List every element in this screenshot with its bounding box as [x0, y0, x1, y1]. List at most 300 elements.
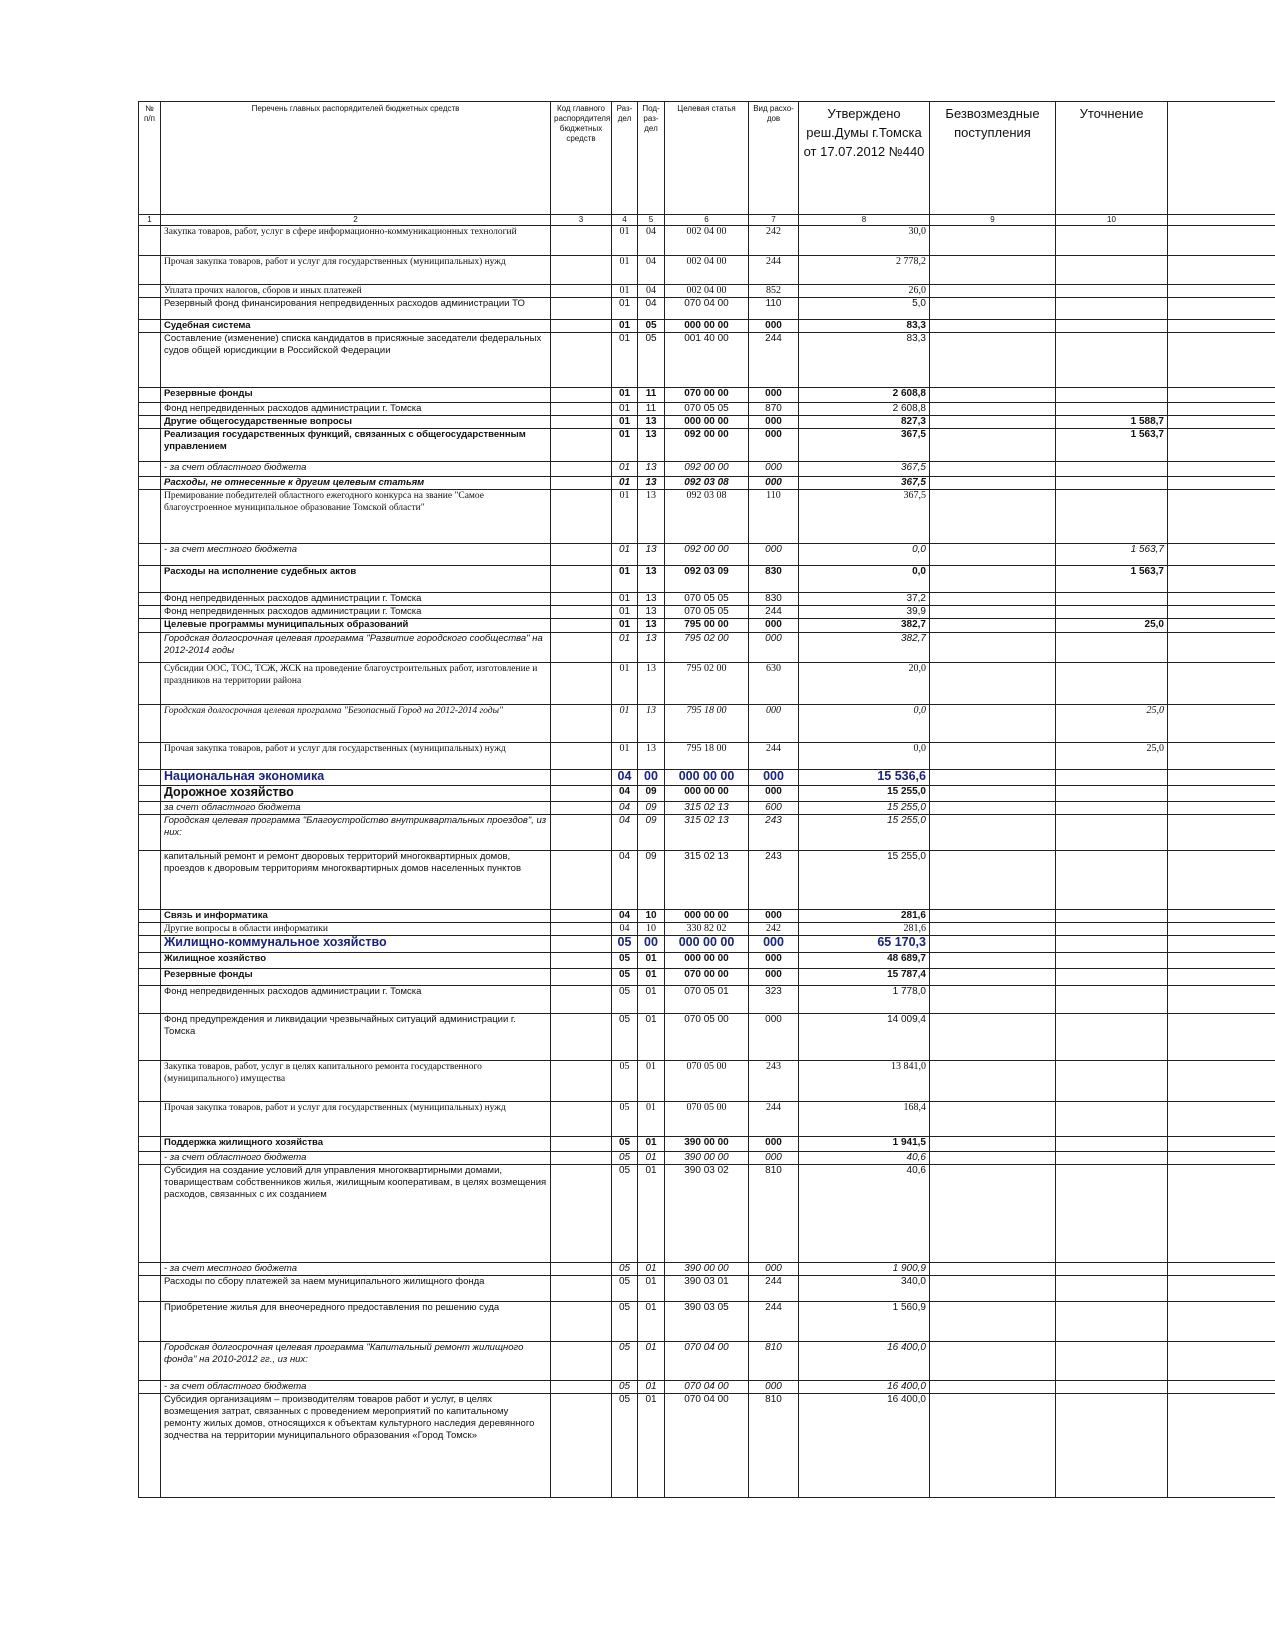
cell-gratuitous [930, 705, 1056, 743]
cell-kod [551, 923, 612, 936]
cell-target-article: 000 00 00 [665, 416, 749, 429]
cell-name: Жилищно-коммунальное хозяйство [161, 936, 551, 953]
cell-gratuitous [930, 1102, 1056, 1137]
cell-kod [551, 606, 612, 619]
cell-refinement [1056, 851, 1168, 910]
cell-name: Фонд предупреждения и ликвидации чрезвычайных ситуаций администрации г. Томска [161, 1014, 551, 1061]
cell-podrazdel: 04 [638, 298, 665, 320]
cell-target-article: 070 05 00 [665, 1014, 749, 1061]
cell-name: - за счет областного бюджета [161, 1152, 551, 1165]
table-row [139, 388, 1275, 403]
cell-gratuitous [930, 1394, 1056, 1498]
table-row [139, 953, 1275, 969]
cell-num [139, 1342, 161, 1381]
cell-approved: 340,0 [799, 1276, 930, 1302]
cell-num [139, 298, 161, 320]
cell-podrazdel: 01 [638, 1014, 665, 1061]
cell-num [139, 802, 161, 815]
cell-target-article: 000 00 00 [665, 910, 749, 923]
cell-refinement [1056, 786, 1168, 802]
cell-expense-type: 000 [749, 1137, 799, 1152]
cell-expense-type: 000 [749, 633, 799, 663]
cell-approved: 40,6 [799, 1165, 930, 1263]
cell-kod [551, 490, 612, 544]
cell-expense-type: 244 [749, 1102, 799, 1137]
cell-name: Национальная экономика [161, 770, 551, 786]
cell-extra [1168, 256, 1275, 285]
cell-refinement [1056, 1381, 1168, 1394]
cell-razdel: 04 [612, 770, 638, 786]
cell-podrazdel: 01 [638, 1302, 665, 1342]
cell-approved: 16 400,0 [799, 1342, 930, 1381]
cell-approved: 0,0 [799, 566, 930, 593]
table-row [139, 1302, 1275, 1342]
cell-approved: 1 560,9 [799, 1302, 930, 1342]
table-row [139, 1394, 1275, 1498]
cell-gratuitous [930, 1381, 1056, 1394]
cell-extra [1168, 1342, 1275, 1381]
cell-refinement: 1 588,7 [1056, 416, 1168, 429]
cell-expense-type: 000 [749, 1381, 799, 1394]
cell-approved: 367,5 [799, 477, 930, 490]
cell-refinement [1056, 226, 1168, 256]
cell-extra [1168, 1102, 1275, 1137]
cell-extra [1168, 1014, 1275, 1061]
cell-razdel: 01 [612, 663, 638, 705]
table-row [139, 1165, 1275, 1263]
cell-name: Резервный фонд финансирования непредвиденных расходов администрации ТО [161, 298, 551, 320]
cell-kod [551, 633, 612, 663]
table-row [139, 1061, 1275, 1102]
cell-razdel: 05 [612, 986, 638, 1014]
cell-extra [1168, 923, 1275, 936]
cell-refinement [1056, 256, 1168, 285]
cell-num [139, 815, 161, 851]
cell-kod [551, 1152, 612, 1165]
cell-gratuitous [930, 477, 1056, 490]
cell-name: Прочая закупка товаров, работ и услуг для государственных (муниципальных) нужд [161, 256, 551, 285]
cell-gratuitous [930, 429, 1056, 462]
cell-num [139, 1263, 161, 1276]
cell-expense-type: 810 [749, 1394, 799, 1498]
cell-expense-type: 244 [749, 606, 799, 619]
cell-name: Фонд непредвиденных расходов администрации г. Томска [161, 986, 551, 1014]
cell-approved: 2 608,8 [799, 403, 930, 416]
cell-num [139, 1276, 161, 1302]
cell-podrazdel: 13 [638, 477, 665, 490]
cell-podrazdel: 13 [638, 544, 665, 566]
cell-target-article: 795 00 00 [665, 619, 749, 633]
table-row [139, 566, 1275, 593]
cell-target-article: 070 05 05 [665, 593, 749, 606]
col-podrazdel-header: Под-раз-дел [638, 102, 665, 215]
cell-extra [1168, 1061, 1275, 1102]
column-number [1168, 215, 1275, 226]
cell-extra [1168, 1263, 1275, 1276]
cell-razdel: 05 [612, 1276, 638, 1302]
cell-podrazdel: 13 [638, 743, 665, 770]
cell-kod [551, 403, 612, 416]
cell-approved: 13 841,0 [799, 1061, 930, 1102]
cell-name: Городская долгосрочная целевая программа "Капитальный ремонт жилищного фонда" на 2010-2012 гг., из них: [161, 1342, 551, 1381]
cell-refinement [1056, 593, 1168, 606]
cell-target-article: 002 04 00 [665, 256, 749, 285]
table-row [139, 298, 1275, 320]
table-row [139, 1137, 1275, 1152]
table-row [139, 910, 1275, 923]
cell-extra [1168, 462, 1275, 477]
cell-expense-type: 000 [749, 770, 799, 786]
cell-name: Городская целевая программа "Благоустройство внутриквартальных проездов", из них: [161, 815, 551, 851]
cell-target-article: 070 04 00 [665, 1381, 749, 1394]
cell-expense-type: 870 [749, 403, 799, 416]
cell-razdel: 01 [612, 256, 638, 285]
cell-target-article: 000 00 00 [665, 953, 749, 969]
cell-gratuitous [930, 1342, 1056, 1381]
cell-kod [551, 1165, 612, 1263]
cell-refinement: 1 563,7 [1056, 429, 1168, 462]
cell-podrazdel: 01 [638, 1394, 665, 1498]
cell-razdel: 05 [612, 1263, 638, 1276]
cell-refinement [1056, 923, 1168, 936]
cell-podrazdel: 13 [638, 619, 665, 633]
cell-expense-type: 242 [749, 226, 799, 256]
cell-refinement [1056, 388, 1168, 403]
column-number: 1 [139, 215, 161, 226]
column-number: 8 [799, 215, 930, 226]
cell-target-article: 330 82 02 [665, 923, 749, 936]
cell-gratuitous [930, 851, 1056, 910]
cell-refinement [1056, 1014, 1168, 1061]
cell-target-article: 390 00 00 [665, 1152, 749, 1165]
cell-name: Судебная система [161, 320, 551, 333]
cell-name: - за счет местного бюджета [161, 544, 551, 566]
cell-num [139, 1061, 161, 1102]
cell-target-article: 070 04 00 [665, 1342, 749, 1381]
cell-extra [1168, 743, 1275, 770]
cell-kod [551, 1342, 612, 1381]
cell-approved: 15 255,0 [799, 802, 930, 815]
cell-razdel: 01 [612, 619, 638, 633]
cell-kod [551, 1061, 612, 1102]
cell-refinement [1056, 910, 1168, 923]
cell-extra [1168, 815, 1275, 851]
cell-name: Резервные фонды [161, 388, 551, 403]
cell-gratuitous [930, 298, 1056, 320]
cell-kod [551, 388, 612, 403]
cell-name: - за счет областного бюджета [161, 462, 551, 477]
cell-podrazdel: 13 [638, 462, 665, 477]
cell-kod [551, 910, 612, 923]
cell-target-article: 070 00 00 [665, 969, 749, 986]
cell-refinement [1056, 490, 1168, 544]
table-row [139, 619, 1275, 633]
cell-extra [1168, 1137, 1275, 1152]
cell-razdel: 05 [612, 1394, 638, 1498]
cell-num [139, 1102, 161, 1137]
cell-razdel: 01 [612, 388, 638, 403]
cell-target-article: 070 04 00 [665, 1394, 749, 1498]
cell-name: - за счет областного бюджета [161, 1381, 551, 1394]
cell-name: за счет областного бюджета [161, 802, 551, 815]
cell-podrazdel: 00 [638, 770, 665, 786]
cell-podrazdel: 01 [638, 969, 665, 986]
cell-refinement [1056, 953, 1168, 969]
cell-target-article: 795 02 00 [665, 633, 749, 663]
cell-refinement [1056, 1152, 1168, 1165]
cell-refinement: 25,0 [1056, 619, 1168, 633]
cell-podrazdel: 04 [638, 285, 665, 298]
cell-expense-type: 000 [749, 969, 799, 986]
cell-razdel: 01 [612, 462, 638, 477]
cell-kod [551, 593, 612, 606]
cell-target-article: 070 05 00 [665, 1061, 749, 1102]
cell-gratuitous [930, 285, 1056, 298]
cell-num [139, 1152, 161, 1165]
col-name-header: Перечень главных распорядителей бюджетных средств [161, 102, 551, 215]
cell-name: Субсидии ООС, ТОС, ТСЖ, ЖСК на проведение благоустроительных работ, изготовление и праздников на территории района [161, 663, 551, 705]
cell-expense-type: 000 [749, 462, 799, 477]
table-row [139, 936, 1275, 953]
cell-name: Другие вопросы в области информатики [161, 923, 551, 936]
cell-podrazdel: 11 [638, 388, 665, 403]
cell-gratuitous [930, 388, 1056, 403]
budget-table [138, 101, 1275, 1498]
cell-kod [551, 851, 612, 910]
table-row [139, 986, 1275, 1014]
cell-kod [551, 1302, 612, 1342]
cell-target-article: 795 18 00 [665, 743, 749, 770]
cell-name: Резервные фонды [161, 969, 551, 986]
cell-podrazdel: 01 [638, 1276, 665, 1302]
cell-kod [551, 619, 612, 633]
cell-gratuitous [930, 333, 1056, 388]
cell-extra [1168, 285, 1275, 298]
table-row [139, 593, 1275, 606]
cell-kod [551, 298, 612, 320]
cell-gratuitous [930, 786, 1056, 802]
cell-gratuitous [930, 544, 1056, 566]
cell-expense-type: 000 [749, 786, 799, 802]
cell-extra [1168, 403, 1275, 416]
cell-name: Фонд непредвиденных расходов администрации г. Томска [161, 606, 551, 619]
cell-approved: 26,0 [799, 285, 930, 298]
cell-target-article: 000 00 00 [665, 936, 749, 953]
cell-approved: 2 608,8 [799, 388, 930, 403]
cell-approved: 0,0 [799, 544, 930, 566]
cell-kod [551, 786, 612, 802]
cell-expense-type: 000 [749, 1263, 799, 1276]
cell-razdel: 01 [612, 477, 638, 490]
cell-num [139, 416, 161, 429]
cell-extra [1168, 1165, 1275, 1263]
cell-target-article: 390 00 00 [665, 1263, 749, 1276]
cell-name: Расходы, не отнесенные к другим целевым статьям [161, 477, 551, 490]
cell-razdel: 04 [612, 786, 638, 802]
cell-podrazdel: 10 [638, 910, 665, 923]
cell-approved: 0,0 [799, 743, 930, 770]
table-row [139, 802, 1275, 815]
cell-extra [1168, 593, 1275, 606]
cell-num [139, 936, 161, 953]
cell-kod [551, 566, 612, 593]
cell-razdel: 04 [612, 802, 638, 815]
table-row [139, 544, 1275, 566]
cell-razdel: 01 [612, 593, 638, 606]
cell-expense-type: 000 [749, 477, 799, 490]
cell-approved: 15 787,4 [799, 969, 930, 986]
cell-expense-type: 000 [749, 1152, 799, 1165]
cell-refinement: 1 563,7 [1056, 544, 1168, 566]
cell-approved: 1 941,5 [799, 1137, 930, 1152]
cell-extra [1168, 1381, 1275, 1394]
col-num-header: № п/п [139, 102, 161, 215]
cell-extra [1168, 705, 1275, 743]
cell-kod [551, 802, 612, 815]
cell-name: Премирование победителей областного ежегодного конкурса на звание "Самое благоустроенное муниципальное образование Томской области" [161, 490, 551, 544]
cell-approved: 14 009,4 [799, 1014, 930, 1061]
cell-gratuitous [930, 1276, 1056, 1302]
cell-expense-type: 810 [749, 1342, 799, 1381]
cell-name: Субсидия организациям – производителям товаров работ и услуг, в целях возмещения затрат, связанных с проведением мероприятий по капитальному ремонту жилых домов, относящихся к объектам культурного наследия деревянного зодчества на территории муниципального образования «Город Томск» [161, 1394, 551, 1498]
table-row [139, 705, 1275, 743]
cell-gratuitous [930, 986, 1056, 1014]
cell-razdel: 01 [612, 633, 638, 663]
table-row [139, 815, 1275, 851]
cell-extra [1168, 936, 1275, 953]
cell-num [139, 743, 161, 770]
table-row [139, 256, 1275, 285]
cell-extra [1168, 477, 1275, 490]
cell-razdel: 05 [612, 1342, 638, 1381]
cell-razdel: 01 [612, 333, 638, 388]
cell-refinement [1056, 802, 1168, 815]
cell-kod [551, 256, 612, 285]
cell-name: Приобретение жилья для внеочередного предоставления по решению суда [161, 1302, 551, 1342]
cell-target-article: 390 03 02 [665, 1165, 749, 1263]
cell-podrazdel: 13 [638, 705, 665, 743]
cell-kod [551, 416, 612, 429]
table-row [139, 770, 1275, 786]
cell-expense-type: 244 [749, 1276, 799, 1302]
cell-target-article: 092 03 08 [665, 490, 749, 544]
cell-podrazdel: 01 [638, 1152, 665, 1165]
cell-approved: 281,6 [799, 923, 930, 936]
cell-name: Целевые программы муниципальных образований [161, 619, 551, 633]
table-row [139, 786, 1275, 802]
cell-target-article: 092 00 00 [665, 462, 749, 477]
cell-refinement [1056, 663, 1168, 705]
cell-refinement [1056, 403, 1168, 416]
cell-target-article: 070 05 00 [665, 1102, 749, 1137]
cell-expense-type: 000 [749, 936, 799, 953]
column-number-row [139, 215, 1275, 226]
cell-expense-type: 243 [749, 815, 799, 851]
cell-kod [551, 1394, 612, 1498]
cell-kod [551, 969, 612, 986]
table-row [139, 606, 1275, 619]
cell-name: Расходы по сбору платежей за наем муниципального жилищного фонда [161, 1276, 551, 1302]
cell-razdel: 04 [612, 851, 638, 910]
cell-razdel: 05 [612, 1061, 638, 1102]
table-row [139, 429, 1275, 462]
cell-approved: 367,5 [799, 462, 930, 477]
table-row [139, 633, 1275, 663]
column-number: 5 [638, 215, 665, 226]
cell-expense-type: 242 [749, 923, 799, 936]
cell-podrazdel: 01 [638, 1263, 665, 1276]
cell-refinement [1056, 333, 1168, 388]
cell-num [139, 910, 161, 923]
cell-razdel: 05 [612, 1152, 638, 1165]
cell-razdel: 01 [612, 743, 638, 770]
cell-expense-type: 830 [749, 593, 799, 606]
cell-gratuitous [930, 633, 1056, 663]
cell-gratuitous [930, 462, 1056, 477]
col-utoch-header: Уточнение [1056, 102, 1168, 215]
cell-refinement [1056, 285, 1168, 298]
cell-refinement: 25,0 [1056, 705, 1168, 743]
cell-name: Расходы на исполнение судебных актов [161, 566, 551, 593]
col-bez-header: Безвозмездные поступления [930, 102, 1056, 215]
cell-gratuitous [930, 403, 1056, 416]
cell-num [139, 1165, 161, 1263]
cell-razdel: 01 [612, 429, 638, 462]
cell-name: - за счет местного бюджета [161, 1263, 551, 1276]
cell-name: капитальный ремонт и ремонт дворовых территорий многоквартирных домов, проездов к дворовым территориям многоквартирных домов населенных пунктов [161, 851, 551, 910]
cell-expense-type: 000 [749, 619, 799, 633]
cell-num [139, 923, 161, 936]
cell-podrazdel: 01 [638, 986, 665, 1014]
cell-podrazdel: 13 [638, 593, 665, 606]
cell-refinement [1056, 462, 1168, 477]
cell-kod [551, 1276, 612, 1302]
cell-kod [551, 429, 612, 462]
cell-extra [1168, 388, 1275, 403]
cell-razdel: 01 [612, 566, 638, 593]
cell-name: Поддержка жилищного хозяйства [161, 1137, 551, 1152]
column-number: 3 [551, 215, 612, 226]
cell-expense-type: 110 [749, 298, 799, 320]
table-row [139, 923, 1275, 936]
cell-num [139, 477, 161, 490]
cell-num [139, 606, 161, 619]
cell-expense-type: 000 [749, 320, 799, 333]
cell-target-article: 092 00 00 [665, 544, 749, 566]
cell-podrazdel: 01 [638, 1061, 665, 1102]
col-cs-header: Целевая статья [665, 102, 749, 215]
table-row [139, 333, 1275, 388]
cell-num [139, 333, 161, 388]
cell-refinement: 1 563,7 [1056, 566, 1168, 593]
column-number: 10 [1056, 215, 1168, 226]
cell-num [139, 593, 161, 606]
cell-razdel: 04 [612, 923, 638, 936]
cell-target-article: 070 04 00 [665, 298, 749, 320]
cell-refinement [1056, 1102, 1168, 1137]
cell-razdel: 05 [612, 1165, 638, 1263]
cell-extra [1168, 566, 1275, 593]
table-row [139, 416, 1275, 429]
cell-refinement [1056, 936, 1168, 953]
cell-gratuitous [930, 606, 1056, 619]
cell-refinement [1056, 1394, 1168, 1498]
cell-podrazdel: 13 [638, 429, 665, 462]
cell-extra [1168, 633, 1275, 663]
cell-expense-type: 000 [749, 544, 799, 566]
cell-extra [1168, 619, 1275, 633]
cell-extra [1168, 490, 1275, 544]
